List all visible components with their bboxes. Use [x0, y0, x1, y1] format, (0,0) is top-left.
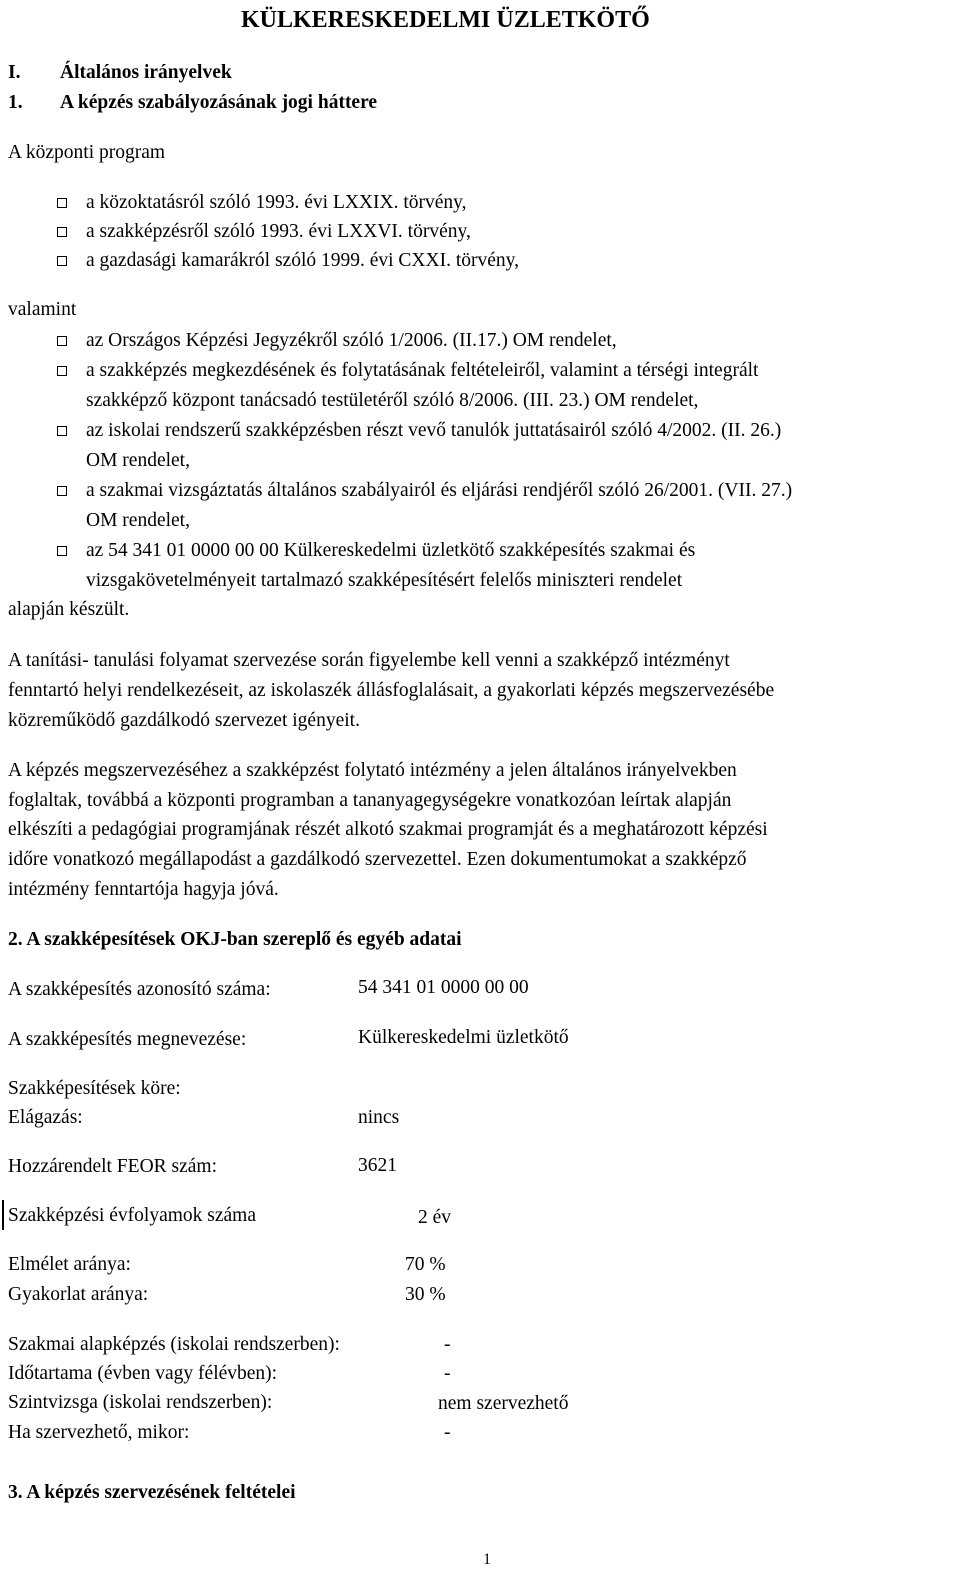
practice-value: 30 %	[405, 1284, 446, 1305]
law-item: a közoktatásról szóló 1993. évi LXXIX. törvény,	[86, 192, 467, 213]
theory-label: Elmélet aránya:	[8, 1254, 131, 1275]
name-label: A szakképesítés megnevezése:	[8, 1029, 247, 1050]
paragraph-line: intézmény fenntartója hagyja jóvá.	[8, 879, 279, 900]
bullet-box-icon	[57, 227, 67, 237]
id-value: 54 341 01 0000 00 00	[358, 977, 529, 998]
decree-line: vizsgakövetelményeit tartalmazó szakképesítésért felelős miniszteri rendelet	[86, 570, 683, 591]
bullet-box-icon	[57, 256, 67, 266]
when-label: Ha szervezhető, mikor:	[8, 1422, 190, 1443]
bullet-box-icon	[57, 336, 67, 346]
page-number: 1	[483, 1551, 491, 1568]
decree-line: az iskolai rendszerű szakképzésben részt vevő tanulók juttatásairól szóló 4/2002. (II. 26.)	[86, 420, 782, 441]
basic-training-value: -	[444, 1334, 451, 1355]
bullet-box-icon	[57, 426, 67, 436]
basic-training-label: Szakmai alapképzés (iskolai rendszerben):	[8, 1334, 340, 1355]
level-exam-label: Szintvizsga (iskolai rendszerben):	[8, 1392, 273, 1413]
section-2-title: 2. A szakképesítések OKJ-ban szereplő és egyéb adatai	[8, 929, 462, 950]
theory-value: 70 %	[405, 1254, 446, 1275]
paragraph-line: fenntartó helyi rendelkezéseit, az iskolaszék állásfoglalásait, a gyakorlati képzés megszervezésébe	[8, 680, 775, 701]
years-value: 2 év	[418, 1207, 452, 1228]
decree-line: az 54 341 01 0000 00 00 Külkereskedelmi üzletkötő szakképesítés szakmai és	[86, 540, 696, 561]
paragraph-line: közreműködő gazdálkodó szervezet igényeit.	[8, 710, 360, 731]
when-value: -	[444, 1422, 451, 1443]
decree-line: szakképző központ tanácsadó testületéről szóló 8/2006. (III. 23.) OM rendelet,	[86, 390, 699, 411]
bullet-box-icon	[57, 366, 67, 376]
section-1-number: I.	[8, 62, 21, 83]
branch-label: Elágazás:	[8, 1107, 83, 1128]
section-3-title: 3. A képzés szervezésének feltételei	[8, 1482, 296, 1503]
practice-label: Gyakorlat aránya:	[8, 1284, 149, 1305]
duration-value: -	[444, 1363, 451, 1384]
branch-value: nincs	[358, 1107, 400, 1128]
central-program-label: A központi program	[8, 142, 166, 163]
paragraph-line: foglaltak, továbbá a központi programban a tananyagegységekre vonatkozóan leírtak alapján	[8, 790, 732, 811]
paragraph-line: A tanítási- tanulási folyamat szervezése során figyelembe kell venni a szakképző intézményt	[8, 650, 730, 671]
subsection-1-title: A képzés szabályozásának jogi háttere	[60, 92, 378, 113]
scope-label: Szakképesítések köre:	[8, 1078, 181, 1099]
level-exam-value: nem szervezhető	[438, 1393, 569, 1414]
basis-text: alapján készült.	[8, 599, 130, 620]
paragraph-line: A képzés megszervezéséhez a szakképzést folytató intézmény a jelen általános irányelvekben	[8, 760, 737, 781]
law-item: a gazdasági kamarákról szóló 1999. évi CXXI. törvény,	[86, 250, 520, 271]
duration-label: Időtartama (évben vagy félévben):	[8, 1363, 278, 1384]
feor-label: Hozzárendelt FEOR szám:	[8, 1156, 218, 1177]
section-1-title: Általános irányelvek	[60, 62, 232, 83]
feor-value: 3621	[358, 1155, 397, 1176]
name-value: Külkereskedelmi üzletkötő	[358, 1027, 569, 1048]
bullet-box-icon	[57, 198, 67, 208]
paragraph-line: elkészíti a pedagógiai programjának részét alkotó szakmai programját és a meghatározott képzési	[8, 819, 768, 840]
valamint-text: valamint	[8, 299, 77, 320]
decree-line: az Országos Képzési Jegyzékről szóló 1/2006. (II.17.) OM rendelet,	[86, 330, 617, 351]
decree-line: a szakmai vizsgáztatás általános szabályairól és eljárási rendjéről szóló 26/2001. (VII. 27.)	[86, 480, 793, 501]
bullet-box-icon	[57, 486, 67, 496]
decree-line: a szakképzés megkezdésének és folytatásának feltételeiről, valamint a térségi integrált	[86, 360, 759, 381]
id-label: A szakképesítés azonosító száma:	[8, 979, 271, 1000]
subsection-1-number: 1.	[8, 92, 23, 113]
decree-line: OM rendelet,	[86, 510, 190, 531]
law-item: a szakképzésről szóló 1993. évi LXXVI. törvény,	[86, 221, 471, 242]
decree-line: OM rendelet,	[86, 450, 190, 471]
paragraph-line: időre vonatkozó megállapodást a gazdálkodó szervezettel. Ezen dokumentumokat a szakképző	[8, 849, 747, 870]
bullet-box-icon	[57, 546, 67, 556]
margin-change-bar	[2, 1200, 4, 1230]
years-label: Szakképzési évfolyamok száma	[8, 1205, 256, 1226]
document-title: KÜLKERESKEDELMI ÜZLETKÖTŐ	[241, 7, 650, 33]
